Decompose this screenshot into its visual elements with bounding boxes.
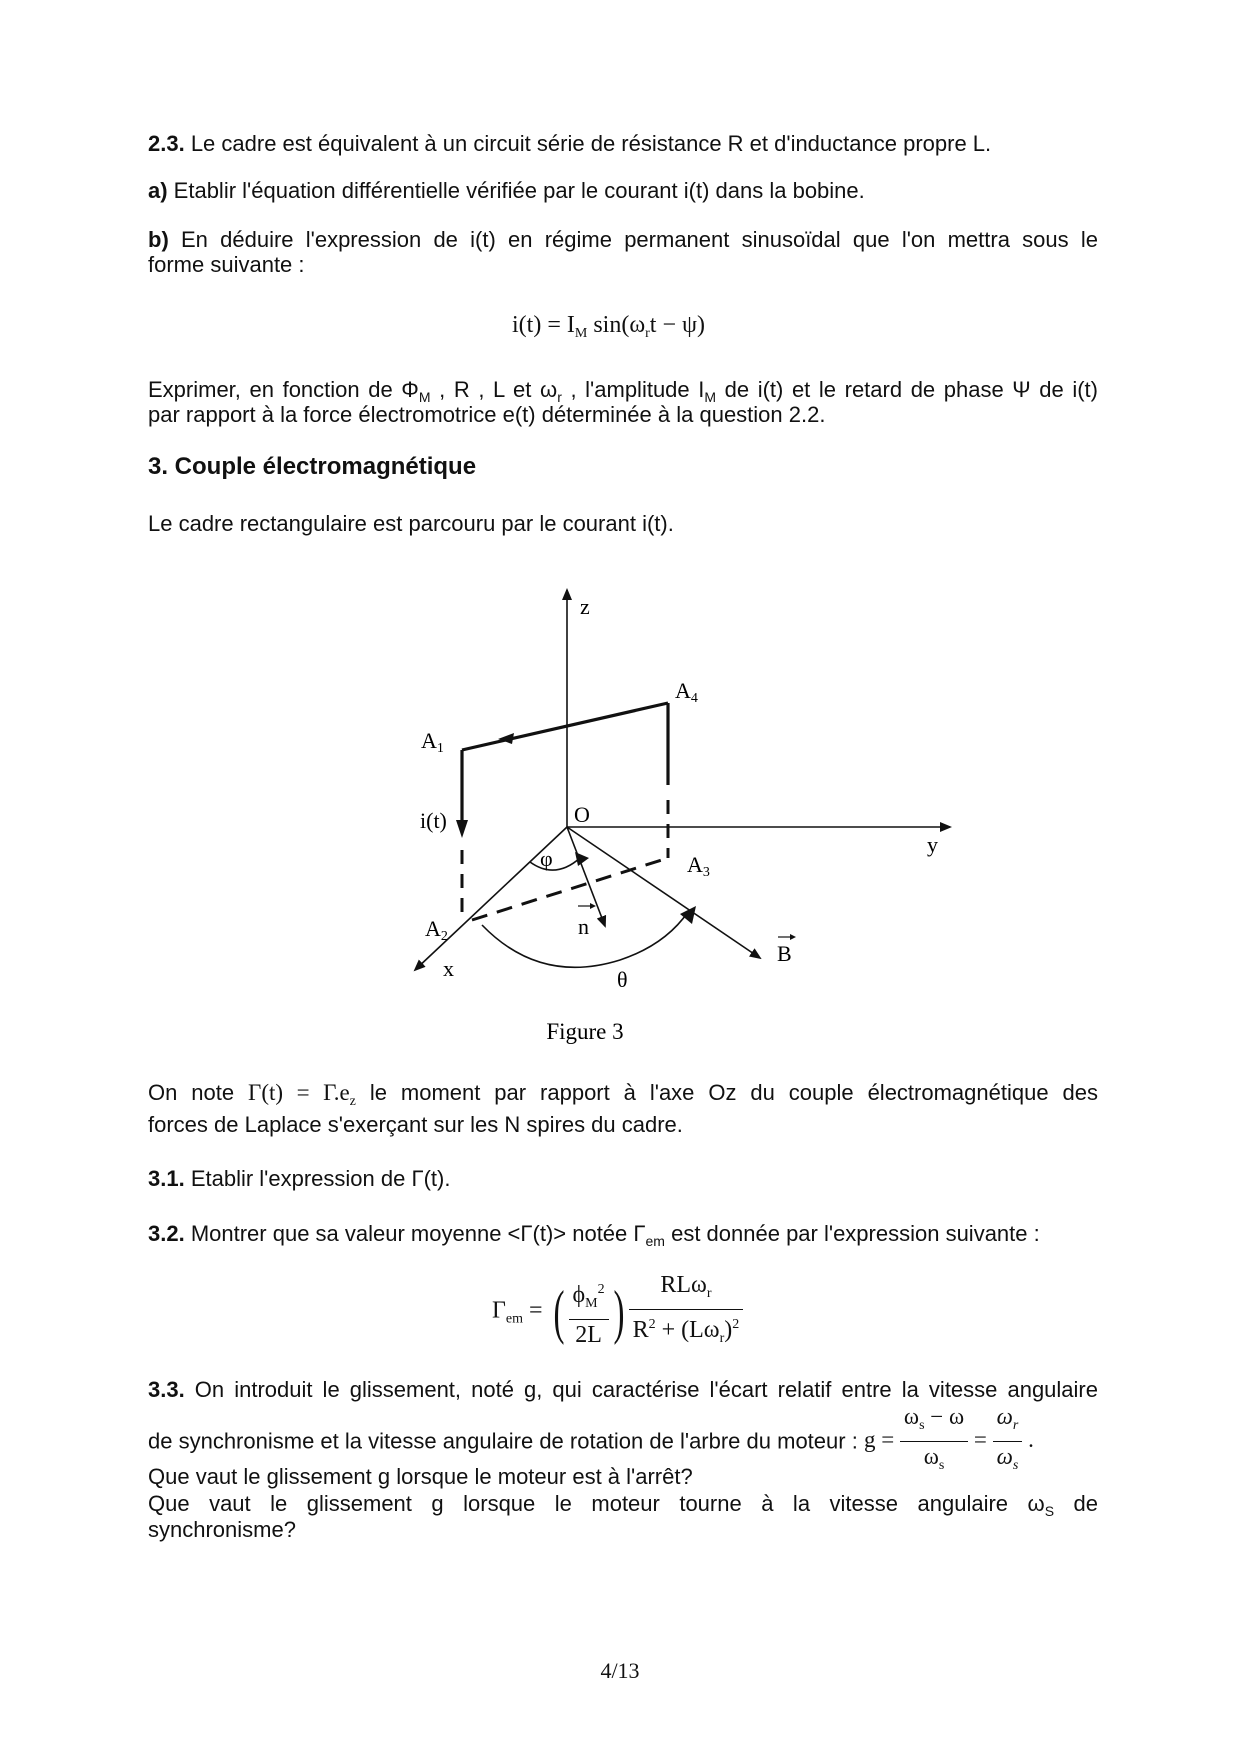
slip-equation: g = $\frac{\omega_s - \omega}{\omega_s}$ = $\frac{\omega_r}{\omega_s}$ . [863,1404,1034,1473]
b-vector-overline-head [790,934,796,940]
section-3-heading: 3. Couple électromagnétique [148,453,477,480]
question-slip-sync-line1: Que vaut le glissement g lorsque le moteur tourne à la vitesse angulaire $\omega_S$ de [148,1491,1098,1519]
question-slip-sync-line2: synchronisme? [148,1517,296,1542]
question-a: a) Etablir l'équation différentielle vérifiée par le courant i(t) dans la bobine. [148,178,865,203]
label-a4: A4 [675,678,698,706]
fraction-flux: $\frac{\phi_M^2}{2L}$ [569,1275,609,1350]
figure-caption: Figure 3 [546,1019,624,1044]
label-theta: θ [617,967,628,992]
express-line1: Exprimer, en fonction de $\Phi_M$ , R , L et $\omega_r$ , l'amplitude $I_M$ de i(t) et le retard de phase Ψ de i(t) [148,377,1098,405]
note-line1: On note $\Gamma(t) = \Gamma.e_z$ le moment par rapport à l'axe Oz du couple électromagnétique des [148,1080,1098,1109]
paragraph-2-3: 2.3. Le cadre est équivalent à un circuit série de résistance R et d'inductance propre L. [148,131,992,156]
paragraph-3-1: 3.1. Etablir l'expression de Γ(t). [148,1166,451,1191]
label-a2: A2 [425,916,448,944]
fraction-impedance: $\frac{RL\omega_r}{R^2 + (L\omega_r)^2}$ [629,1270,744,1354]
current-arrow-left [456,820,468,838]
paragraph-3-2: 3.2. Montrer que sa valeur moyenne <Γ(t)> notée $\Gamma_{em}$ est donnée par l'expression suivante : [148,1221,1040,1249]
question-b-line1: b) En déduire l'expression de i(t) en régime permanent sinusoïdal que l'on mettra sous le [148,227,1098,252]
label-z: z [580,594,590,619]
label-a3: A3 [687,852,710,880]
express-line2: par rapport à la force électromotrice e(t) déterminée à la question 2.2. [148,402,826,427]
label-origin: O [574,802,590,827]
equation-current: $i(t) = I_M$ $\sin(\omega_rt - \psi)$ [512,312,705,341]
label-n: n [578,914,589,939]
equation-mean-torque: $\Gamma_{em}$ = ( $\frac{\phi_M^2}{2L}$ ) $\frac{RL\omega_r}{R^2 + (L\omega_r)^2}$ [492,1270,743,1354]
frame-edge-a4-a1 [462,703,668,750]
page-number: 4/13 [600,1658,640,1683]
n-vector [567,827,605,926]
question-slip-stop: Que vaut le glissement g lorsque le moteur est à l'arrêt? [148,1464,693,1489]
paragraph-3-3-line1: 3.3. On introduit le glissement, noté g, qui caractérise l'écart relatif entre la vitesse angulaire [148,1377,1098,1402]
label-y: y [927,832,938,857]
label-b: B [777,941,792,966]
section-number: 2.3. [148,131,185,156]
label-x: x [443,956,454,981]
question-b-line2: forme suivante : [148,252,305,277]
n-vector-overline-head [590,903,596,909]
paragraph-3-3-line2: de synchronisme et la vitesse angulaire de rotation de l'arbre du moteur : g = $\frac{\omega_s - \omega}{\omega_s}$ = $\frac{\omega_r}{\omega_s}$ . [148,1404,1034,1473]
phi-angle-arc [530,858,580,870]
label-phi: φ [540,846,553,871]
note-line2: forces de Laplace s'exerçant sur les N spires du cadre. [148,1112,683,1137]
label-current: i(t) [420,808,447,833]
label-a1: A1 [421,728,444,756]
torque-definition: $\Gamma(t) = \Gamma.e_z$ [248,1080,356,1109]
section-3-intro: Le cadre rectangulaire est parcouru par le courant i(t). [148,511,674,536]
